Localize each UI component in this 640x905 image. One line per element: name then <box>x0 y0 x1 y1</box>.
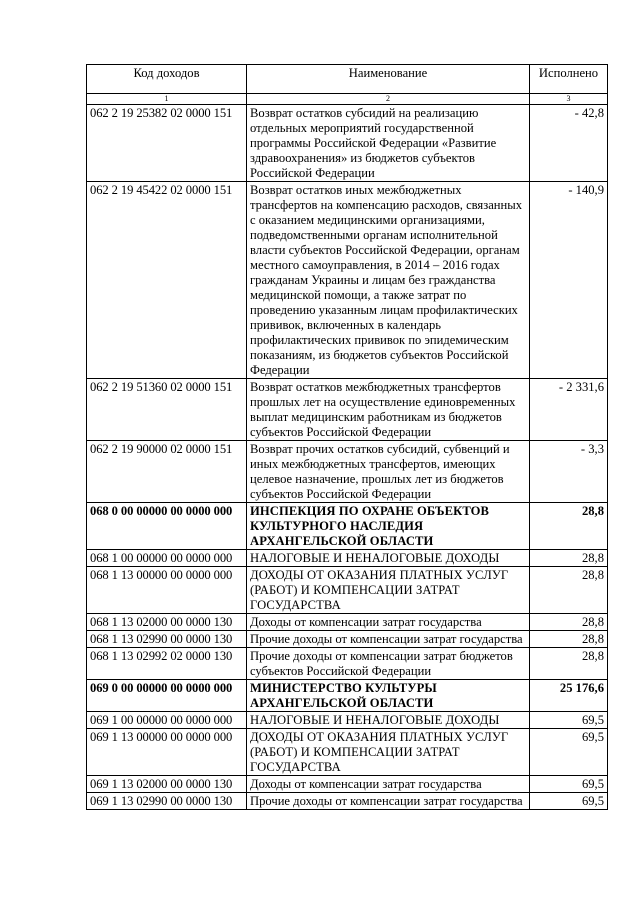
table-row <box>87 182 608 379</box>
row-name: Прочие доходы от компенсации затрат государства <box>247 631 530 648</box>
row-name: НАЛОГОВЫЕ И НЕНАЛОГОВЫЕ ДОХОДЫ <box>247 550 530 567</box>
row-code: 069 1 13 00000 00 0000 000 <box>87 729 247 776</box>
row-amount: - 3,3 <box>530 441 608 503</box>
row-name: Возврат прочих остатков субсидий, субвенций и иных межбюджетных трансфертов, имеющих целевое назначение, прошлых лет из бюджетов субъектов Российской Федерации <box>247 441 530 503</box>
column-number-1: 1 <box>87 94 247 105</box>
row-code: 068 0 00 00000 00 0000 000 <box>87 503 247 550</box>
row-name: Возврат остатков иных межбюджетных трансфертов на компенсацию расходов, связанных с оказанием медицинскими организациями, подведомственными органам исполнительной власти субъектов Российской Федерации, органам местного самоуправления, в 2014 – 2016 годах гражданам Украины и лицам без гражданства медицинской помощи, а также затрат по проведению указанным лицам профилактических прививок, включенных в календарь профилактических прививок по эпидемическим показаниям, из бюджетов субъектов Российской Федерации <box>247 182 530 379</box>
table-row <box>87 105 608 182</box>
table-row <box>87 567 608 614</box>
row-code: 069 1 00 00000 00 0000 000 <box>87 712 247 729</box>
row-name: Доходы от компенсации затрат государства <box>247 776 530 793</box>
table-row <box>87 793 608 810</box>
row-amount: - 42,8 <box>530 105 608 182</box>
table-row <box>87 503 608 550</box>
table-row <box>87 550 608 567</box>
table-row <box>87 712 608 729</box>
row-code: 069 0 00 00000 00 0000 000 <box>87 680 247 712</box>
table-row <box>87 776 608 793</box>
row-amount: 69,5 <box>530 729 608 776</box>
column-number-row <box>87 94 608 105</box>
revenue-table <box>86 64 608 810</box>
row-code: 069 1 13 02990 00 0000 130 <box>87 793 247 810</box>
table-row <box>87 729 608 776</box>
row-name: ИНСПЕКЦИЯ ПО ОХРАНЕ ОБЪЕКТОВ КУЛЬТУРНОГО НАСЛЕДИЯ АРХАНГЕЛЬСКОЙ ОБЛАСТИ <box>247 503 530 550</box>
row-name: Возврат остатков субсидий на реализацию отдельных мероприятий государственной программы Российской Федерации «Развитие здравоохранения» из бюджетов субъектов Российской Федерации <box>247 105 530 182</box>
row-code: 062 2 19 25382 02 0000 151 <box>87 105 247 182</box>
row-code: 069 1 13 02000 00 0000 130 <box>87 776 247 793</box>
row-amount: 69,5 <box>530 793 608 810</box>
row-amount: 28,8 <box>530 631 608 648</box>
row-name: Прочие доходы от компенсации затрат бюджетов субъектов Российской Федерации <box>247 648 530 680</box>
table-body <box>87 105 608 810</box>
header-code: Код доходов <box>87 65 247 94</box>
table-row <box>87 614 608 631</box>
row-amount: - 2 331,6 <box>530 379 608 441</box>
row-amount: - 140,9 <box>530 182 608 379</box>
table-header-row <box>87 65 608 94</box>
row-name: ДОХОДЫ ОТ ОКАЗАНИЯ ПЛАТНЫХ УСЛУГ (РАБОТ) И КОМПЕНСАЦИИ ЗАТРАТ ГОСУДАРСТВА <box>247 567 530 614</box>
table-row <box>87 680 608 712</box>
table-row <box>87 441 608 503</box>
row-amount: 28,8 <box>530 614 608 631</box>
row-amount: 28,8 <box>530 503 608 550</box>
row-amount: 69,5 <box>530 712 608 729</box>
row-amount: 28,8 <box>530 550 608 567</box>
column-number-3: 3 <box>530 94 608 105</box>
row-code: 068 1 13 02990 00 0000 130 <box>87 631 247 648</box>
row-name: ДОХОДЫ ОТ ОКАЗАНИЯ ПЛАТНЫХ УСЛУГ (РАБОТ) И КОМПЕНСАЦИИ ЗАТРАТ ГОСУДАРСТВА <box>247 729 530 776</box>
row-code: 068 1 00 00000 00 0000 000 <box>87 550 247 567</box>
row-amount: 69,5 <box>530 776 608 793</box>
column-number-2: 2 <box>247 94 530 105</box>
row-name: Возврат остатков межбюджетных трансфертов прошлых лет на осуществление единовременных выплат медицинским работникам из бюджетов субъектов Российской Федерации <box>247 379 530 441</box>
table-row <box>87 379 608 441</box>
row-code: 068 1 13 02992 02 0000 130 <box>87 648 247 680</box>
header-name: Наименование <box>247 65 530 94</box>
row-code: 062 2 19 51360 02 0000 151 <box>87 379 247 441</box>
row-code: 068 1 13 00000 00 0000 000 <box>87 567 247 614</box>
row-name: Доходы от компенсации затрат государства <box>247 614 530 631</box>
header-amount: Исполнено <box>530 65 608 94</box>
row-name: МИНИСТЕРСТВО КУЛЬТУРЫ АРХАНГЕЛЬСКОЙ ОБЛАСТИ <box>247 680 530 712</box>
row-name: Прочие доходы от компенсации затрат государства <box>247 793 530 810</box>
table-row <box>87 648 608 680</box>
row-code: 062 2 19 45422 02 0000 151 <box>87 182 247 379</box>
row-amount: 28,8 <box>530 648 608 680</box>
row-code: 068 1 13 02000 00 0000 130 <box>87 614 247 631</box>
row-amount: 25 176,6 <box>530 680 608 712</box>
row-name: НАЛОГОВЫЕ И НЕНАЛОГОВЫЕ ДОХОДЫ <box>247 712 530 729</box>
row-code: 062 2 19 90000 02 0000 151 <box>87 441 247 503</box>
table-row <box>87 631 608 648</box>
row-amount: 28,8 <box>530 567 608 614</box>
